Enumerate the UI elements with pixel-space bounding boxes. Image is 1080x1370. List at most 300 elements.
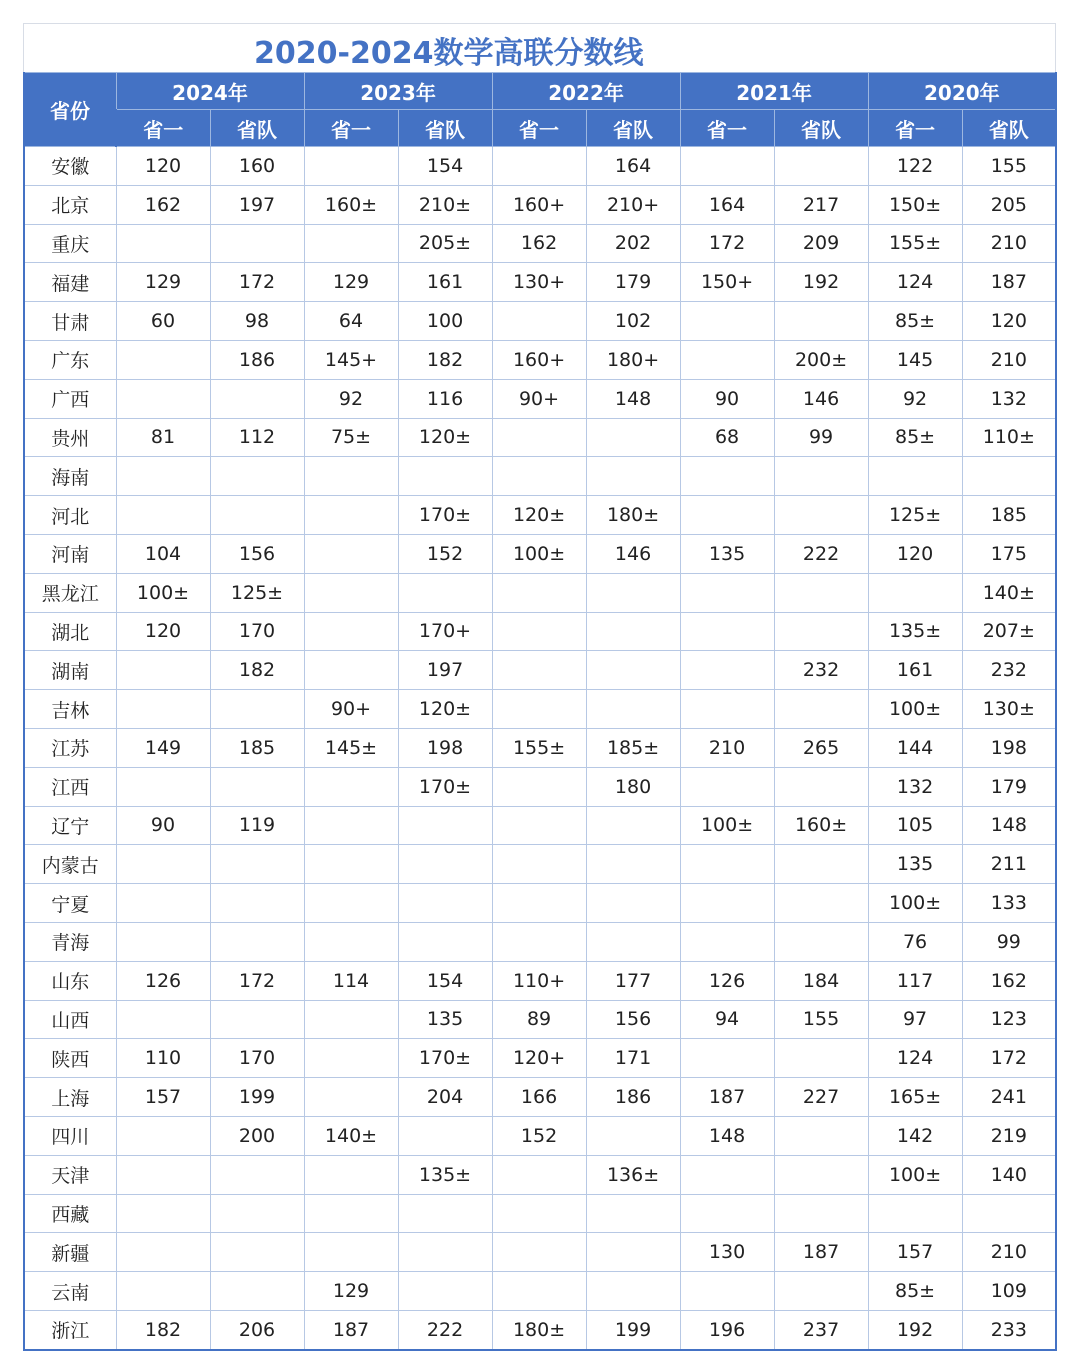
score-cell: 175 [962, 534, 1056, 573]
score-cell: 155 [962, 147, 1056, 186]
score-cell: 130+ [492, 263, 586, 302]
score-cell: 170 [210, 612, 304, 651]
score-cell: 155 [774, 1000, 868, 1039]
score-cell: 185 [210, 728, 304, 767]
table-row [24, 612, 1056, 651]
score-cell [774, 1194, 868, 1233]
score-cell [116, 224, 210, 263]
title-row [23, 23, 1056, 72]
score-cell: 126 [116, 961, 210, 1000]
score-cell: 198 [398, 728, 492, 767]
score-cell: 146 [774, 379, 868, 418]
score-cell: 170 [210, 1039, 304, 1078]
score-cell [304, 534, 398, 573]
score-cell: 142 [868, 1116, 962, 1155]
score-cell: 210± [398, 185, 492, 224]
score-cell: 100± [492, 534, 586, 573]
score-cell: 156 [586, 1000, 680, 1039]
table-row [24, 302, 1056, 341]
score-cell: 100 [398, 302, 492, 341]
score-cell: 125± [868, 496, 962, 535]
score-cell: 120 [962, 302, 1056, 341]
score-cell: 160± [304, 185, 398, 224]
score-cell: 100± [116, 573, 210, 612]
score-cell [868, 457, 962, 496]
score-cell: 200± [774, 340, 868, 379]
score-cell [210, 1233, 304, 1272]
score-cell [116, 1116, 210, 1155]
score-cell [680, 690, 774, 729]
score-cell: 192 [774, 263, 868, 302]
score-cell: 140± [962, 573, 1056, 612]
score-cell: 100± [680, 806, 774, 845]
province-cell: 江苏 [24, 728, 116, 767]
score-cell: 182 [398, 340, 492, 379]
score-cell [116, 1272, 210, 1311]
score-cell: 116 [398, 379, 492, 418]
score-cell: 184 [774, 961, 868, 1000]
score-cell [680, 612, 774, 651]
score-cell: 155± [868, 224, 962, 263]
score-cell: 157 [868, 1233, 962, 1272]
province-cell: 浙江 [24, 1310, 116, 1349]
score-cell [398, 884, 492, 923]
score-cell: 90 [116, 806, 210, 845]
score-cell [680, 1272, 774, 1311]
score-cell: 145+ [304, 340, 398, 379]
score-cell: 154 [398, 147, 492, 186]
year-header-2021: 2021年 [680, 73, 868, 110]
score-cell [586, 1272, 680, 1311]
score-cell [116, 457, 210, 496]
province-cell: 山西 [24, 1000, 116, 1039]
province-cell: 河南 [24, 534, 116, 573]
score-cell: 129 [116, 263, 210, 302]
table-row [24, 806, 1056, 845]
score-cell: 125± [210, 573, 304, 612]
score-cell: 75± [304, 418, 398, 457]
score-cell [586, 651, 680, 690]
table-row [24, 224, 1056, 263]
score-cell: 150± [868, 185, 962, 224]
score-cell: 120+ [492, 1039, 586, 1078]
score-cell [680, 1039, 774, 1078]
score-cell: 68 [680, 418, 774, 457]
province-cell: 福建 [24, 263, 116, 302]
score-cell [116, 884, 210, 923]
sub-header-shengdui: 省队 [962, 110, 1056, 147]
score-cell: 120± [492, 496, 586, 535]
score-cell: 157 [116, 1078, 210, 1117]
score-cell: 210 [962, 1233, 1056, 1272]
score-cell: 120 [116, 147, 210, 186]
table-row [24, 379, 1056, 418]
score-cell: 206 [210, 1310, 304, 1349]
score-cell: 100± [868, 884, 962, 923]
score-cell [492, 147, 586, 186]
score-cell [116, 845, 210, 884]
score-cell: 140 [962, 1155, 1056, 1194]
score-cell: 232 [774, 651, 868, 690]
score-cell [962, 457, 1056, 496]
score-cell [774, 922, 868, 961]
score-cell: 237 [774, 1310, 868, 1349]
score-cell: 187 [304, 1310, 398, 1349]
score-cell: 232 [962, 651, 1056, 690]
score-cell: 100± [868, 1155, 962, 1194]
year-header-2020: 2020年 [868, 73, 1056, 110]
province-cell: 重庆 [24, 224, 116, 263]
score-cell [868, 1194, 962, 1233]
score-cell: 117 [868, 961, 962, 1000]
score-cell [492, 884, 586, 923]
year-header-2022: 2022年 [492, 73, 680, 110]
score-cell [680, 1155, 774, 1194]
score-cell: 146 [586, 534, 680, 573]
score-cell: 186 [210, 340, 304, 379]
score-cell: 152 [398, 534, 492, 573]
score-cell [774, 147, 868, 186]
table-row [24, 922, 1056, 961]
score-cell: 160+ [492, 185, 586, 224]
score-cell: 148 [962, 806, 1056, 845]
score-cell [492, 651, 586, 690]
score-cell [398, 1272, 492, 1311]
score-cell [398, 922, 492, 961]
score-cell: 172 [210, 961, 304, 1000]
score-cell: 89 [492, 1000, 586, 1039]
score-cell [774, 457, 868, 496]
province-cell: 宁夏 [24, 884, 116, 923]
score-cell: 155± [492, 728, 586, 767]
table-row [24, 457, 1056, 496]
table-row [24, 728, 1056, 767]
sub-header-shengyi: 省一 [868, 110, 962, 147]
score-cell: 98 [210, 302, 304, 341]
score-cell: 161 [868, 651, 962, 690]
score-cell: 124 [868, 263, 962, 302]
province-cell: 青海 [24, 922, 116, 961]
score-cell: 172 [962, 1039, 1056, 1078]
score-cell [774, 573, 868, 612]
score-cell: 64 [304, 302, 398, 341]
score-cell [492, 1155, 586, 1194]
table-row [24, 651, 1056, 690]
score-cell: 154 [398, 961, 492, 1000]
score-cell: 185 [962, 496, 1056, 535]
table-row [24, 767, 1056, 806]
table-row [24, 573, 1056, 612]
score-cell [586, 922, 680, 961]
score-cell: 120± [398, 418, 492, 457]
table-row [24, 147, 1056, 186]
score-cell: 148 [680, 1116, 774, 1155]
score-cell [304, 1039, 398, 1078]
table-row [24, 418, 1056, 457]
score-cell [492, 767, 586, 806]
score-cell: 180+ [586, 340, 680, 379]
score-cell: 100± [868, 690, 962, 729]
score-cell: 119 [210, 806, 304, 845]
score-cell [210, 1194, 304, 1233]
score-cell [680, 651, 774, 690]
score-cell: 162 [492, 224, 586, 263]
score-cell: 204 [398, 1078, 492, 1117]
score-cell: 182 [116, 1310, 210, 1349]
score-cell [304, 1233, 398, 1272]
score-cell: 145± [304, 728, 398, 767]
score-cell: 182 [210, 651, 304, 690]
table-row [24, 1000, 1056, 1039]
score-cell [116, 340, 210, 379]
score-table [23, 72, 1057, 1351]
score-cell: 129 [304, 1272, 398, 1311]
score-cell: 162 [116, 185, 210, 224]
score-cell: 97 [868, 1000, 962, 1039]
sub-header-shengdui: 省队 [398, 110, 492, 147]
score-cell [304, 573, 398, 612]
score-cell: 76 [868, 922, 962, 961]
score-cell: 162 [962, 961, 1056, 1000]
score-cell: 196 [680, 1310, 774, 1349]
score-cell: 172 [210, 263, 304, 302]
score-cell [774, 1039, 868, 1078]
score-cell [680, 496, 774, 535]
score-cell: 222 [774, 534, 868, 573]
score-cell [586, 690, 680, 729]
score-cell [868, 573, 962, 612]
score-cell: 198 [962, 728, 1056, 767]
score-cell [680, 922, 774, 961]
score-cell: 222 [398, 1310, 492, 1349]
score-cell: 135± [868, 612, 962, 651]
province-cell: 云南 [24, 1272, 116, 1311]
score-cell [680, 573, 774, 612]
table-row [24, 496, 1056, 535]
score-cell: 109 [962, 1272, 1056, 1311]
score-cell: 149 [116, 728, 210, 767]
score-cell: 172 [680, 224, 774, 263]
score-cell [680, 1194, 774, 1233]
score-cell [210, 496, 304, 535]
score-cell: 156 [210, 534, 304, 573]
province-cell: 陕西 [24, 1039, 116, 1078]
score-cell: 135 [868, 845, 962, 884]
score-cell [492, 418, 586, 457]
score-cell [492, 302, 586, 341]
score-cell [586, 457, 680, 496]
score-cell: 180 [586, 767, 680, 806]
score-cell: 85± [868, 1272, 962, 1311]
score-cell [492, 922, 586, 961]
score-cell [586, 1116, 680, 1155]
table-row [24, 185, 1056, 224]
score-cell: 180± [586, 496, 680, 535]
score-cell: 164 [680, 185, 774, 224]
score-cell [304, 1155, 398, 1194]
score-cell [398, 573, 492, 612]
score-cell: 227 [774, 1078, 868, 1117]
score-cell: 199 [210, 1078, 304, 1117]
score-cell [492, 1272, 586, 1311]
score-cell [210, 379, 304, 418]
sub-header-shengdui: 省队 [586, 110, 680, 147]
province-header: 省份 [24, 73, 116, 147]
score-cell [774, 845, 868, 884]
score-cell: 171 [586, 1039, 680, 1078]
header-row-categories [24, 110, 1056, 147]
score-cell: 92 [304, 379, 398, 418]
score-cell: 120± [398, 690, 492, 729]
province-cell: 辽宁 [24, 806, 116, 845]
score-cell [492, 1233, 586, 1272]
score-cell [116, 690, 210, 729]
score-cell [586, 1233, 680, 1272]
score-cell: 197 [398, 651, 492, 690]
score-cell: 135 [398, 1000, 492, 1039]
score-cell [586, 612, 680, 651]
score-cell [586, 573, 680, 612]
province-cell: 内蒙古 [24, 845, 116, 884]
score-cell: 219 [962, 1116, 1056, 1155]
score-cell: 110± [962, 418, 1056, 457]
province-cell: 西藏 [24, 1194, 116, 1233]
province-cell: 黑龙江 [24, 573, 116, 612]
score-cell [962, 1194, 1056, 1233]
province-cell: 江西 [24, 767, 116, 806]
score-cell: 129 [304, 263, 398, 302]
score-cell: 99 [774, 418, 868, 457]
score-cell [116, 767, 210, 806]
score-cell: 104 [116, 534, 210, 573]
province-cell: 河北 [24, 496, 116, 535]
score-cell [304, 496, 398, 535]
score-cell: 207± [962, 612, 1056, 651]
score-cell: 180± [492, 1310, 586, 1349]
score-cell: 179 [962, 767, 1056, 806]
sub-header-shengyi: 省一 [116, 110, 210, 147]
score-cell [774, 1272, 868, 1311]
score-cell [304, 1194, 398, 1233]
table-row [24, 961, 1056, 1000]
score-cell: 160± [774, 806, 868, 845]
table-row [24, 1233, 1056, 1272]
score-cell: 85± [868, 418, 962, 457]
province-cell: 湖南 [24, 651, 116, 690]
score-cell [398, 1233, 492, 1272]
score-cell: 200 [210, 1116, 304, 1155]
score-cell [586, 418, 680, 457]
score-cell [304, 806, 398, 845]
score-cell [304, 224, 398, 263]
score-cell: 217 [774, 185, 868, 224]
score-cell [492, 573, 586, 612]
score-cell [586, 1194, 680, 1233]
score-cell: 144 [868, 728, 962, 767]
score-cell [210, 690, 304, 729]
province-cell: 海南 [24, 457, 116, 496]
score-cell: 205 [962, 185, 1056, 224]
score-cell: 85± [868, 302, 962, 341]
score-cell [116, 1233, 210, 1272]
score-cell: 132 [962, 379, 1056, 418]
year-header-2023: 2023年 [304, 73, 492, 110]
score-cell: 187 [774, 1233, 868, 1272]
score-cell [492, 1194, 586, 1233]
score-cell [210, 884, 304, 923]
score-cell: 209 [774, 224, 868, 263]
province-cell: 上海 [24, 1078, 116, 1117]
score-cell: 90+ [304, 690, 398, 729]
score-cell: 205± [398, 224, 492, 263]
score-sheet [23, 23, 1056, 1351]
score-cell [304, 922, 398, 961]
table-row [24, 1194, 1056, 1233]
score-cell: 112 [210, 418, 304, 457]
score-cell [116, 1155, 210, 1194]
score-cell [492, 612, 586, 651]
score-cell: 160 [210, 147, 304, 186]
score-cell: 161 [398, 263, 492, 302]
table-row [24, 845, 1056, 884]
province-cell: 甘肃 [24, 302, 116, 341]
score-cell [304, 884, 398, 923]
score-cell: 145 [868, 340, 962, 379]
score-cell: 166 [492, 1078, 586, 1117]
score-cell [680, 340, 774, 379]
score-cell: 210+ [586, 185, 680, 224]
score-cell [116, 651, 210, 690]
score-cell [210, 1272, 304, 1311]
score-cell [774, 302, 868, 341]
score-cell: 241 [962, 1078, 1056, 1117]
score-cell [116, 496, 210, 535]
table-row [24, 1272, 1056, 1311]
score-cell: 99 [962, 922, 1056, 961]
province-cell: 湖北 [24, 612, 116, 651]
score-cell: 60 [116, 302, 210, 341]
score-cell [680, 767, 774, 806]
score-cell: 90+ [492, 379, 586, 418]
score-cell: 165± [868, 1078, 962, 1117]
sub-header-shengdui: 省队 [774, 110, 868, 147]
score-cell [680, 884, 774, 923]
score-cell [210, 845, 304, 884]
province-cell: 吉林 [24, 690, 116, 729]
table-body [24, 147, 1056, 1350]
score-cell: 94 [680, 1000, 774, 1039]
score-cell [304, 651, 398, 690]
score-cell: 133 [962, 884, 1056, 923]
sub-header-shengyi: 省一 [680, 110, 774, 147]
score-cell: 210 [962, 224, 1056, 263]
score-cell [492, 845, 586, 884]
score-cell [398, 457, 492, 496]
score-cell [398, 845, 492, 884]
score-cell: 152 [492, 1116, 586, 1155]
score-cell [586, 884, 680, 923]
score-cell [586, 845, 680, 884]
score-cell: 140± [304, 1116, 398, 1155]
score-cell [774, 496, 868, 535]
score-cell [210, 767, 304, 806]
score-cell [304, 845, 398, 884]
score-cell [210, 457, 304, 496]
score-cell [304, 612, 398, 651]
table-row [24, 1078, 1056, 1117]
sub-header-shengyi: 省一 [492, 110, 586, 147]
province-cell: 贵州 [24, 418, 116, 457]
